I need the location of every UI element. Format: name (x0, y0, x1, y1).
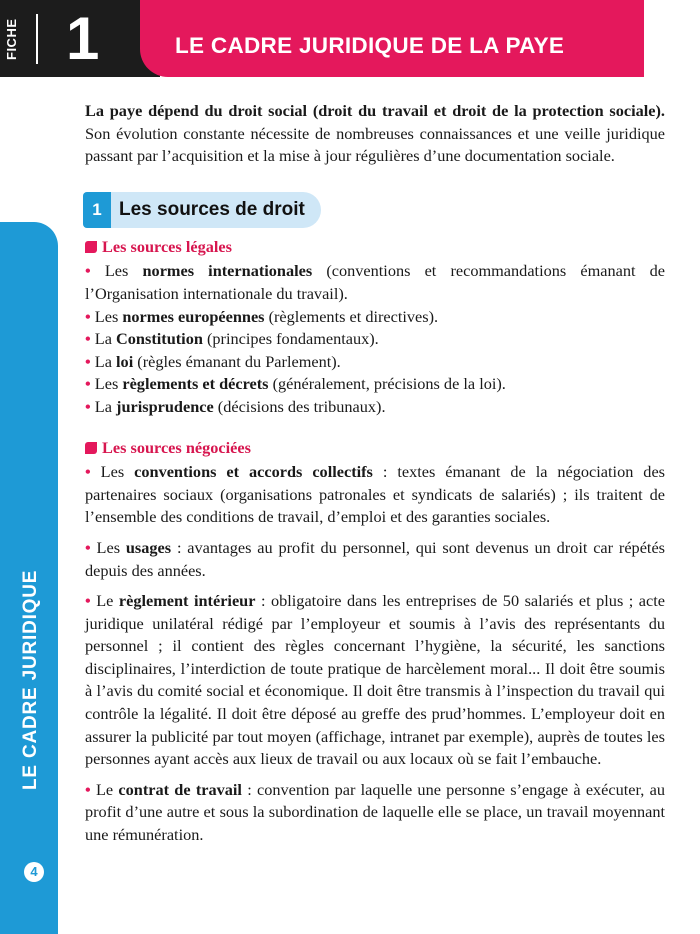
bullet-icon: • (85, 779, 91, 799)
intro-rest: Son évolution constante nécessite de nombreuses connaissances et une veille juridique passant par l’acquisition et la mise à jour régulières d’une documentation sociale. (85, 123, 665, 166)
list-item: • Le contrat de travail : convention par laquelle une personne s’engage à exécuter, au profit d’une autre et sous la subordination de laquelle elle se place, un travail moyennant une rémunération. (85, 779, 665, 845)
fiche-number: 1 (66, 5, 100, 72)
list-item: • Les normes internationales (conventions et recommandations émanant de l’Organisation internationale du travail). (85, 261, 665, 303)
square-bullet-icon (85, 442, 97, 454)
side-chapter-label: LE CADRE JURIDIQUE (20, 569, 41, 790)
subheading-legal-text: Les sources légales (102, 236, 232, 256)
legal-sources-list (85, 260, 665, 418)
negotiated-sources-list (85, 461, 665, 847)
section-title: Les sources de droit (119, 198, 305, 220)
fiche-label: FICHE (4, 18, 19, 60)
section-heading (83, 192, 321, 228)
list-item: • La jurisprudence (décisions des tribunaux). (85, 396, 386, 416)
list-item: • Le règlement intérieur : obligatoire dans les entreprises de 50 salariés et plus ; acte juridique unilatéral rédigé par l’employeur et soumis à l’avis des représentants du personnel ; il contient des règles concernant l’hygiène, la sécurité, les sanctions disciplinaires, l’interdiction de toute pratique de harcèlement moral... Il doit être soumis à l’avis du comité social et économique. Il doit être transmis à l’inspection du travail qui contrôle la légalité. Il doit être déposé au greffe des prud’hommes. L’employeur doit en assurer la publicité par tout moyen (affichage, intranet par exemple), auprès de toutes les personnes ayant accès aux lieux de travail ou aux locaux où se fait l’embauche. (85, 591, 665, 769)
list-item: • La loi (règles émanant du Parlement). (85, 351, 341, 371)
intro-bold: La paye dépend du droit social (droit du travail et droit de la protection sociale). (85, 101, 665, 120)
square-bullet-icon (85, 241, 97, 253)
page-title: LE CADRE JURIDIQUE DE LA PAYE (175, 33, 565, 58)
bullet-icon: • (85, 537, 91, 557)
intro-paragraph (85, 100, 665, 168)
list-item: • La Constitution (principes fondamentaux). (85, 329, 379, 349)
page-number: 4 (24, 862, 44, 882)
fiche-separator (36, 14, 38, 64)
subheading-negotiated (85, 437, 665, 460)
bullet-icon: • (85, 462, 91, 482)
list-item: • Les usages : avantages au profit du personnel, qui sont devenus un droit car répétés depuis des années. (85, 537, 666, 580)
main-content (85, 100, 665, 855)
bullet-icon: • (85, 329, 91, 349)
bullet-icon: • (85, 396, 91, 416)
subheading-negotiated-text: Les sources négociées (102, 437, 251, 457)
list-item: • Les conventions et accords collectifs : textes émanant de la négociation des partenaires sociaux (organisations patronales et syndicats de salariés) ; ils traitent de l’ensemble des conditions de travail, d’emploi et des garanties sociales. (85, 462, 666, 527)
bullet-icon: • (85, 351, 91, 371)
list-item: • Les normes européennes (règlements et directives). (85, 306, 439, 326)
fiche-header-block (0, 0, 160, 77)
bullet-icon: • (85, 306, 91, 326)
bullet-icon: • (85, 591, 91, 611)
list-item: • Les règlements et décrets (généralement, précisions de la loi). (85, 374, 506, 394)
section-number: 1 (83, 192, 111, 228)
bullet-icon: • (85, 261, 91, 281)
bullet-icon: • (85, 374, 91, 394)
subheading-legal (85, 236, 665, 259)
